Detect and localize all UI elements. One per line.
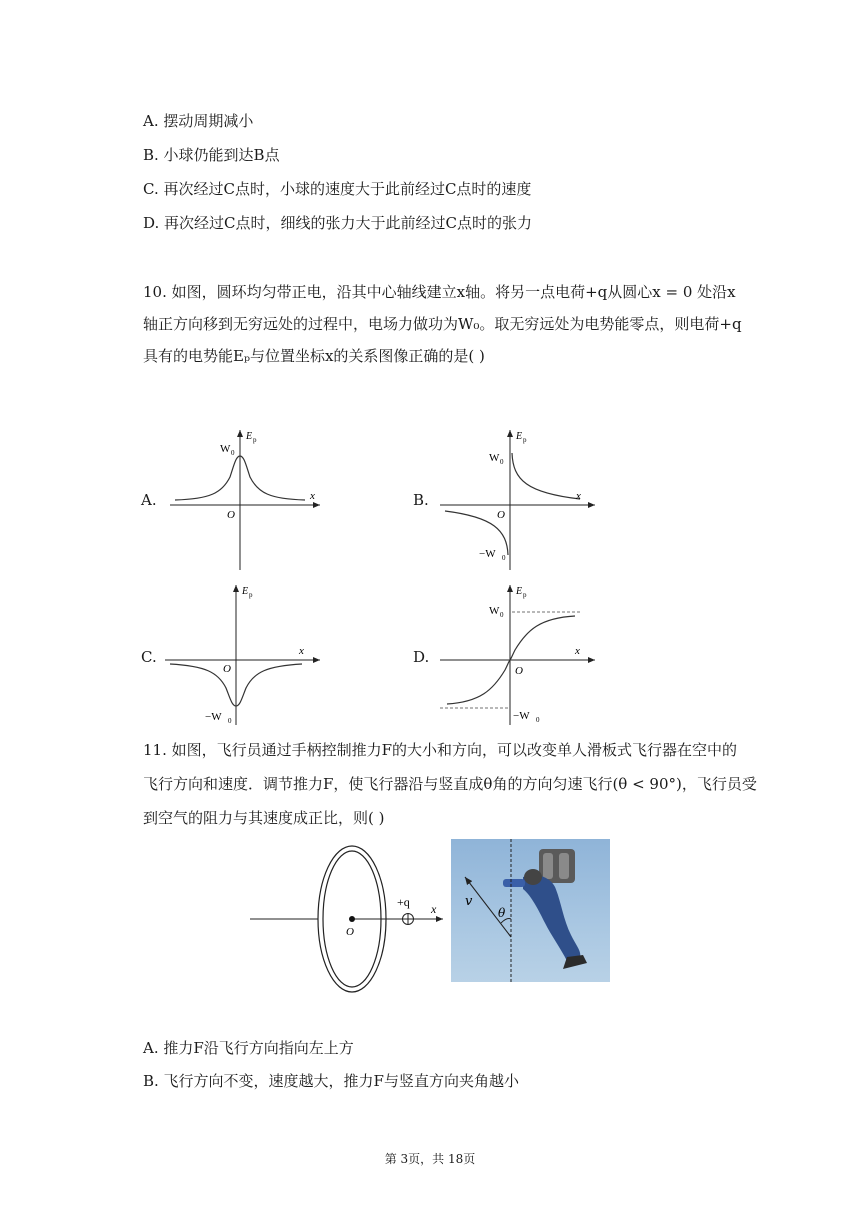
charge-label: +q bbox=[397, 895, 410, 909]
svg-text:0: 0 bbox=[536, 716, 540, 724]
svg-text:−W: −W bbox=[479, 548, 496, 560]
svg-text:W: W bbox=[489, 605, 500, 617]
graph-a-origin: O bbox=[227, 509, 235, 521]
svg-text:E: E bbox=[516, 586, 523, 597]
svg-text:−W: −W bbox=[513, 710, 530, 722]
svg-text:0: 0 bbox=[502, 554, 506, 562]
graph-b-curve-right bbox=[512, 453, 580, 499]
svg-text:E: E bbox=[516, 431, 523, 442]
ring-figure bbox=[245, 843, 450, 995]
q11-line-3: 到空气的阻力与其速度成正比，则( ) bbox=[143, 809, 385, 827]
q11-option-b: B. 飞行方向不变，速度越大，推力F与竖直方向夹角越小 bbox=[143, 1072, 519, 1090]
pilot-helmet bbox=[524, 869, 542, 885]
flying-pilot-photo bbox=[451, 839, 610, 982]
svg-text:p: p bbox=[249, 591, 253, 599]
svg-text:O: O bbox=[223, 663, 231, 675]
graph-a-x-label: x bbox=[310, 490, 315, 502]
graph-b bbox=[435, 425, 605, 575]
q9-option-b: B. 小球仍能到达B点 bbox=[143, 146, 280, 164]
q9-option-d: D. 再次经过C点时，细线的张力大于此前经过C点时的张力 bbox=[143, 214, 532, 232]
ring-origin-label: O bbox=[346, 926, 354, 938]
svg-text:−W: −W bbox=[205, 711, 222, 723]
svg-text:0: 0 bbox=[500, 458, 504, 466]
graph-d bbox=[435, 580, 605, 730]
graph-a-w0: W bbox=[220, 443, 231, 455]
q11-line-1: 11. 如图，飞行员通过手柄控制推力F的大小和方向，可以改变单人滑板式飞行器在空中的 bbox=[143, 741, 738, 759]
svg-text:E: E bbox=[242, 586, 249, 597]
q9-option-a: A. 摆动周期减小 bbox=[143, 112, 254, 130]
graph-b-label: B. bbox=[413, 491, 429, 509]
svg-text:0: 0 bbox=[228, 717, 232, 725]
q9-option-c: C. 再次经过C点时，小球的速度大于此前经过C点时的速度 bbox=[143, 180, 532, 198]
graph-c-label: C. bbox=[141, 648, 157, 666]
page-footer: 第 3页，共 18页 bbox=[384, 1152, 476, 1166]
pilot-arm bbox=[503, 879, 525, 887]
svg-text:O: O bbox=[515, 665, 523, 677]
graph-a-label: A. bbox=[141, 491, 157, 509]
graph-c bbox=[160, 580, 330, 730]
theta-label: θ bbox=[498, 906, 506, 920]
svg-text:O: O bbox=[497, 509, 505, 521]
svg-text:x: x bbox=[299, 645, 304, 657]
graph-a bbox=[160, 425, 330, 575]
q10-line-2: 轴正方向移到无穷远处的过程中，电场力做功为W₀。取无穷远处为电势能零点，则电荷+q bbox=[143, 315, 742, 333]
q10-line-1: 10. 如图，圆环均匀带正电，沿其中心轴线建立x轴。将另一点电荷+q从圆心x = 0 处沿x bbox=[143, 283, 736, 301]
svg-text:x: x bbox=[576, 490, 581, 502]
graph-d-label: D. bbox=[413, 648, 430, 666]
svg-text:0: 0 bbox=[231, 449, 235, 457]
q11-line-2: 飞行方向和速度．调节推力F，使飞行器沿与竖直成θ角的方向匀速飞行(θ < 90°)，飞行员受 bbox=[143, 775, 757, 793]
svg-text:p: p bbox=[523, 591, 527, 599]
ring-center-dot bbox=[349, 916, 355, 922]
q10-line-3: 具有的电势能Eₚ与位置坐标x的关系图像正确的是( ) bbox=[143, 347, 485, 365]
svg-text:x: x bbox=[575, 645, 580, 657]
q11-option-a: A. 推力F沿飞行方向指向左上方 bbox=[143, 1039, 354, 1057]
svg-text:W: W bbox=[489, 452, 500, 464]
svg-text:0: 0 bbox=[500, 611, 504, 619]
svg-text:p: p bbox=[253, 436, 257, 444]
svg-text:p: p bbox=[523, 436, 527, 444]
ring-x-label: x bbox=[431, 902, 437, 916]
pilot-body bbox=[523, 875, 580, 961]
graph-a-ep-label: E bbox=[246, 431, 253, 442]
velocity-label: v bbox=[465, 894, 473, 909]
